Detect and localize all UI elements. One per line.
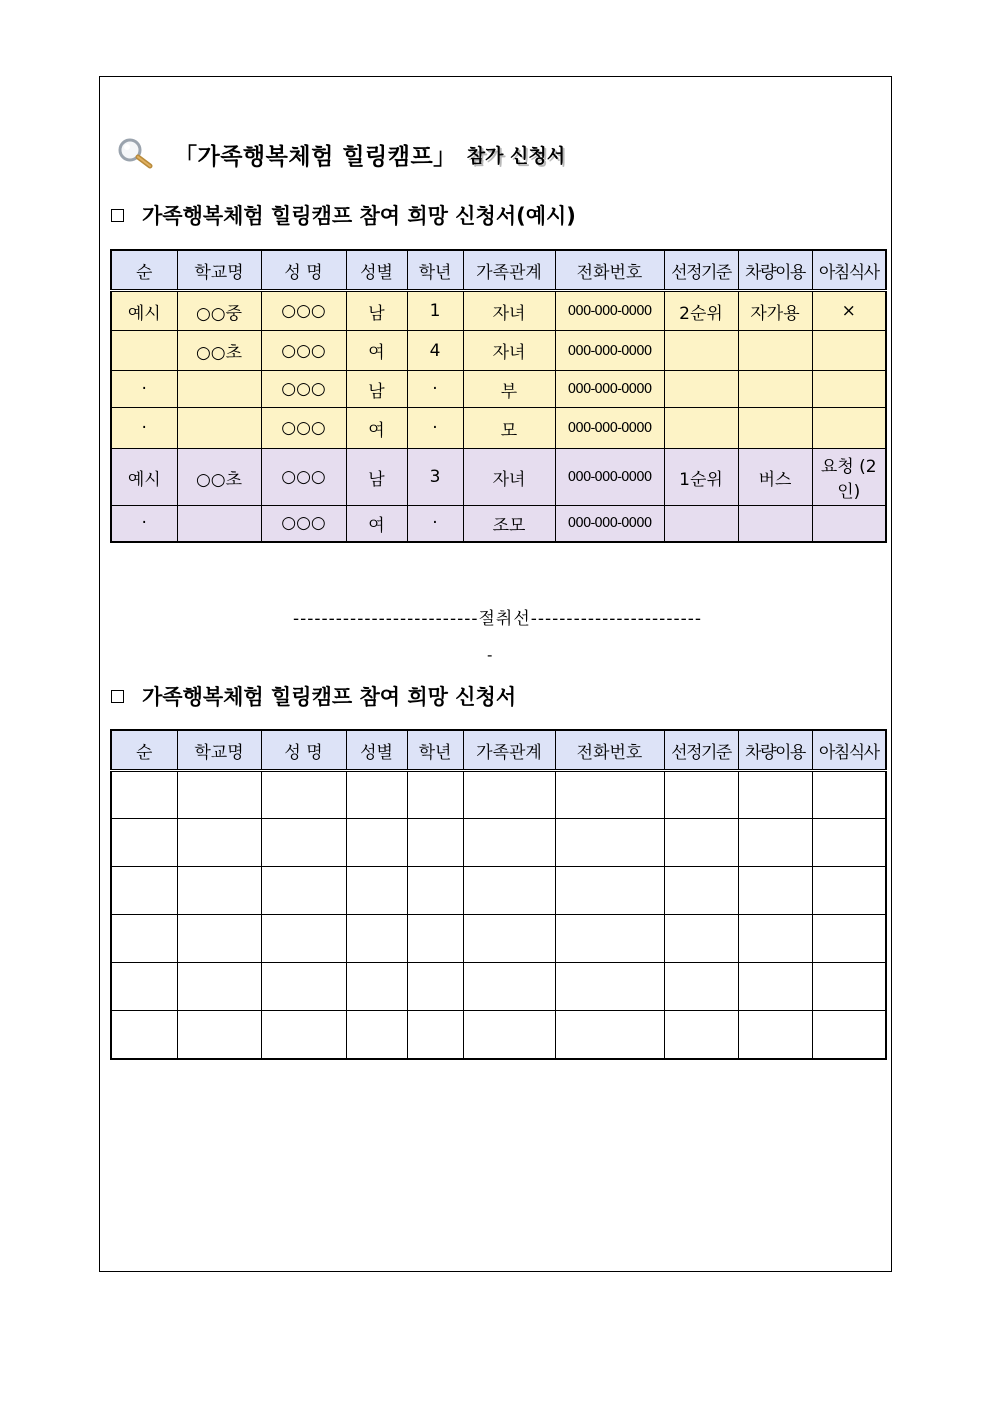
checkbox-square-icon	[111, 209, 124, 222]
input-cell[interactable]	[407, 819, 463, 867]
table-cell: ○○○	[261, 449, 346, 506]
table-cell: 000-000-0000	[555, 331, 664, 371]
table-cell: 남	[346, 291, 407, 331]
table-row	[111, 867, 886, 915]
input-cell[interactable]	[463, 915, 555, 963]
input-cell[interactable]	[664, 819, 738, 867]
input-cell[interactable]	[261, 771, 346, 819]
input-cell[interactable]	[111, 915, 177, 963]
table-cell: ·	[111, 408, 177, 449]
table-cell: 모	[463, 408, 555, 449]
input-cell[interactable]	[664, 771, 738, 819]
table-cell: 조모	[463, 506, 555, 542]
table-cell: ○○○	[261, 291, 346, 331]
table-cell	[177, 506, 261, 542]
table-row	[111, 819, 886, 867]
table-cell: ○○○	[261, 506, 346, 542]
table-cell: 000-000-0000	[555, 506, 664, 542]
table-cell	[664, 408, 738, 449]
table-cell: ○○초	[177, 449, 261, 506]
table-cell	[738, 408, 812, 449]
table-cell: 자녀	[463, 291, 555, 331]
input-cell[interactable]	[812, 771, 886, 819]
column-header: 차량이용	[738, 250, 812, 291]
input-cell[interactable]	[346, 915, 407, 963]
input-cell[interactable]	[111, 1011, 177, 1059]
input-cell[interactable]	[111, 771, 177, 819]
input-cell[interactable]	[346, 1011, 407, 1059]
column-header: 아침식사	[812, 250, 886, 291]
column-header: 학교명	[177, 730, 261, 771]
input-cell[interactable]	[261, 819, 346, 867]
column-header: 순	[111, 730, 177, 771]
input-cell[interactable]	[463, 771, 555, 819]
column-header: 선정기준	[664, 730, 738, 771]
table-cell: 000-000-0000	[555, 449, 664, 506]
input-cell[interactable]	[812, 915, 886, 963]
table-cell: 예시	[111, 449, 177, 506]
input-cell[interactable]	[346, 867, 407, 915]
column-header: 성별	[346, 250, 407, 291]
column-header: 성별	[346, 730, 407, 771]
table-cell: 여	[346, 408, 407, 449]
table-cell	[812, 408, 886, 449]
input-cell[interactable]	[111, 867, 177, 915]
table-cell: ·	[407, 506, 463, 542]
example-table	[110, 249, 887, 543]
input-cell[interactable]	[463, 963, 555, 1011]
table-cell: 버스	[738, 449, 812, 506]
table-cell: 예시	[111, 291, 177, 331]
table-row	[111, 915, 886, 963]
column-header: 가족관계	[463, 730, 555, 771]
title-main: 「가족행복체험 힐링캠프」	[174, 143, 457, 170]
input-cell[interactable]	[261, 867, 346, 915]
table-cell	[664, 371, 738, 408]
input-cell[interactable]	[738, 771, 812, 819]
title-sub: 참가 신청서	[466, 144, 566, 167]
table-cell	[177, 371, 261, 408]
table-cell: 4	[407, 331, 463, 371]
section-heading-label: 가족행복체험 힐링캠프 참여 희망 신청서(예시)	[142, 204, 576, 228]
column-header: 학년	[407, 730, 463, 771]
input-cell[interactable]	[555, 771, 664, 819]
input-cell[interactable]	[463, 867, 555, 915]
input-cell[interactable]	[463, 1011, 555, 1059]
input-cell[interactable]	[812, 963, 886, 1011]
table-cell: 남	[346, 449, 407, 506]
input-cell[interactable]	[555, 915, 664, 963]
magnifier-icon	[116, 136, 156, 172]
input-cell[interactable]	[664, 963, 738, 1011]
input-cell[interactable]	[177, 963, 261, 1011]
input-cell[interactable]	[407, 963, 463, 1011]
column-header: 학교명	[177, 250, 261, 291]
input-cell[interactable]	[738, 819, 812, 867]
application-table	[110, 729, 887, 1060]
input-cell[interactable]	[177, 1011, 261, 1059]
cut-line-label: 절취선	[478, 609, 531, 629]
table-row	[111, 449, 886, 506]
column-header: 성 명	[261, 250, 346, 291]
table-cell: 2순위	[664, 291, 738, 331]
table-cell: 자녀	[463, 449, 555, 506]
input-cell[interactable]	[555, 963, 664, 1011]
table-cell	[738, 371, 812, 408]
table-cell	[664, 506, 738, 542]
table-cell: ○○○	[261, 331, 346, 371]
table-header-row	[111, 730, 886, 771]
table-cell: 000-000-0000	[555, 371, 664, 408]
input-cell[interactable]	[555, 867, 664, 915]
table-cell	[111, 331, 177, 371]
input-cell[interactable]	[111, 963, 177, 1011]
table-cell: ○○초	[177, 331, 261, 371]
input-cell[interactable]	[111, 819, 177, 867]
table-cell	[812, 371, 886, 408]
input-cell[interactable]	[738, 915, 812, 963]
column-header: 성 명	[261, 730, 346, 771]
table-cell: 자녀	[463, 331, 555, 371]
table-cell	[812, 506, 886, 542]
table-row	[111, 771, 886, 819]
section-heading-form	[111, 681, 516, 711]
column-header: 가족관계	[463, 250, 555, 291]
table-cell	[738, 331, 812, 371]
table-cell: 자가용	[738, 291, 812, 331]
cut-line-dashes-right: ------------------------	[530, 609, 702, 629]
table-row	[111, 408, 886, 449]
column-header: 전화번호	[555, 250, 664, 291]
checkbox-square-icon	[111, 690, 124, 703]
table-cell: 여	[346, 331, 407, 371]
column-header: 차량이용	[738, 730, 812, 771]
input-cell[interactable]	[177, 915, 261, 963]
input-cell[interactable]	[407, 771, 463, 819]
input-cell[interactable]	[261, 1011, 346, 1059]
input-cell[interactable]	[177, 819, 261, 867]
table-cell	[812, 331, 886, 371]
column-header: 순	[111, 250, 177, 291]
input-cell[interactable]	[177, 771, 261, 819]
column-header: 선정기준	[664, 250, 738, 291]
table-cell: 부	[463, 371, 555, 408]
table-row	[111, 291, 886, 331]
input-cell[interactable]	[555, 819, 664, 867]
table-cell: 남	[346, 371, 407, 408]
input-cell[interactable]	[812, 867, 886, 915]
table-cell: 요청 (2인)	[812, 449, 886, 506]
input-cell[interactable]	[738, 867, 812, 915]
table-row	[111, 963, 886, 1011]
input-cell[interactable]	[346, 963, 407, 1011]
input-cell[interactable]	[261, 963, 346, 1011]
input-cell[interactable]	[346, 819, 407, 867]
column-header: 아침식사	[812, 730, 886, 771]
table-cell	[738, 506, 812, 542]
section-heading-label: 가족행복체험 힐링캠프 참여 희망 신청서	[142, 685, 517, 709]
table-cell: 3	[407, 449, 463, 506]
table-cell: ·	[407, 408, 463, 449]
input-cell[interactable]	[738, 963, 812, 1011]
table-cell: 1순위	[664, 449, 738, 506]
document-title	[116, 134, 565, 174]
input-cell[interactable]	[664, 1011, 738, 1059]
table-cell: ○○○	[261, 371, 346, 408]
table-row	[111, 506, 886, 542]
cut-line-dashes-left: --------------------------	[292, 609, 479, 629]
section-heading-example	[111, 200, 576, 230]
table-row	[111, 1011, 886, 1059]
table-cell: ·	[111, 506, 177, 542]
table-cell: ·	[407, 371, 463, 408]
table-cell: ·	[111, 371, 177, 408]
input-cell[interactable]	[177, 867, 261, 915]
table-row	[111, 331, 886, 371]
table-cell: 여	[346, 506, 407, 542]
table-cell: ○○○	[261, 408, 346, 449]
table-cell: ○○중	[177, 291, 261, 331]
table-header-row	[111, 250, 886, 291]
table-cell: 1	[407, 291, 463, 331]
input-cell[interactable]	[664, 915, 738, 963]
table-cell: 000-000-0000	[555, 408, 664, 449]
input-cell[interactable]	[812, 1011, 886, 1059]
table-cell	[664, 331, 738, 371]
cut-line-wrap: -	[487, 646, 493, 664]
input-cell[interactable]	[407, 1011, 463, 1059]
input-cell[interactable]	[664, 867, 738, 915]
input-cell[interactable]	[463, 819, 555, 867]
cut-line	[110, 604, 885, 629]
input-cell[interactable]	[407, 867, 463, 915]
table-cell: 000-000-0000	[555, 291, 664, 331]
table-cell: ×	[812, 291, 886, 331]
column-header: 학년	[407, 250, 463, 291]
input-cell[interactable]	[261, 915, 346, 963]
input-cell[interactable]	[812, 819, 886, 867]
input-cell[interactable]	[555, 1011, 664, 1059]
input-cell[interactable]	[407, 915, 463, 963]
table-row	[111, 371, 886, 408]
input-cell[interactable]	[738, 1011, 812, 1059]
table-cell	[177, 408, 261, 449]
input-cell[interactable]	[346, 771, 407, 819]
column-header: 전화번호	[555, 730, 664, 771]
